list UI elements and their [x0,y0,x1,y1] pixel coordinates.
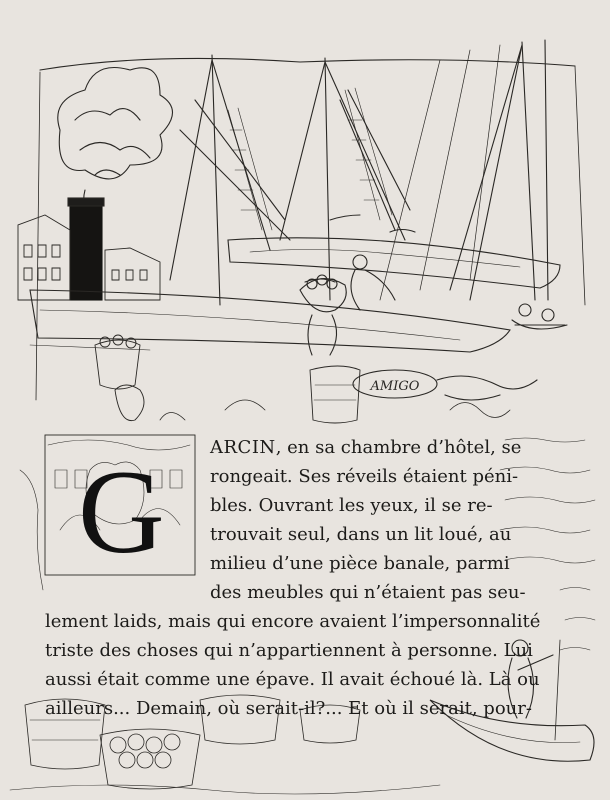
text-line-5: milieu d’une pièce banale, parmi [210,553,510,574]
text-line-7: lement laids, mais qui encore avaient l’impersonnalité [45,611,541,632]
text-line-6: des meubles qui n’étaient pas seu- [210,582,526,603]
text-line-2: rongeait. Ses réveils étaient péni- [210,466,519,487]
drop-cap-letter: G [78,445,165,578]
text-line-9: aussi était comme une épave. Il avait échoué là. Là ou [45,669,540,690]
text-line-10: ailleurs... Demain, où serait-il?... Et où il serait, pour- [45,698,532,719]
text-line-1-rest: , en sa chambre d’hôtel, se [275,437,522,458]
text-line-3: bles. Ouvrant les yeux, il se re- [210,495,493,516]
opening-small-caps-word: ARCIN [210,437,276,458]
text-line-1 [210,437,522,459]
amigo-sign-text: AMIGO [370,379,420,394]
text-line-8: triste des choses qui n’appartiennent à personne. Lui [45,640,533,661]
text-line-4: trouvait seul, dans un lit loué, au [210,524,512,545]
